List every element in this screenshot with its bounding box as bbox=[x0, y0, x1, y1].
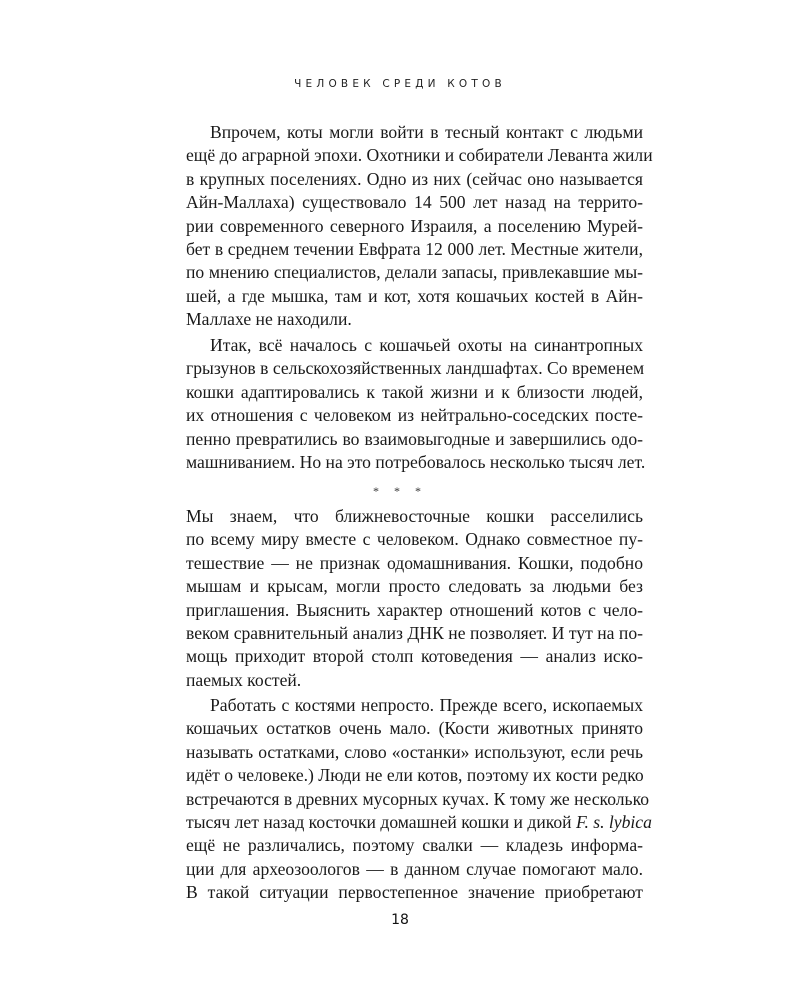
text-line: приглашения. Выяснить характер отношений котов с чело- bbox=[186, 599, 643, 620]
text-line: бет в среднем течении Евфрата 12 000 лет. Местные жители, bbox=[186, 238, 643, 259]
running-head: ЧЕЛОВЕК СРЕДИ КОТОВ bbox=[294, 78, 506, 90]
text-line: ции для археозоологов — в данном случае помогают мало. bbox=[186, 858, 643, 879]
italic-species-name: F. s. lybica bbox=[576, 811, 652, 832]
text-segment: тысяч лет назад косточки домашней кошки и дикой bbox=[186, 811, 576, 832]
text-line: идёт о человеке.) Люди не ели котов, поэтому их кости редко bbox=[186, 765, 644, 786]
text-line: в крупных поселениях. Одно из них (сейчас оно называется bbox=[186, 168, 643, 189]
text-line: ещё до аграрной эпохи. Охотники и собиратели Леванта жили bbox=[186, 145, 653, 166]
text-line: мощь приходит второй столп котоведения — анализ иско- bbox=[186, 646, 643, 667]
text-line: ещё не различались, поэтому свалки — кладезь информа- bbox=[186, 835, 643, 856]
text-line: Впрочем, коты могли войти в тесный контакт с людьми bbox=[210, 122, 643, 142]
text-line: грызунов в сельскохозяйственных ландшафтах. Со временем bbox=[186, 358, 645, 379]
text-line: кошачьих остатков очень мало. (Кости животных принято bbox=[186, 718, 643, 739]
text-line: встречаются в древних мусорных кучах. К тому же несколько bbox=[186, 788, 650, 809]
text-line: кошки адаптировались к такой жизни и к близости людей, bbox=[186, 381, 643, 402]
text-line: рии современного северного Израиля, а поселению Мурей- bbox=[186, 215, 643, 236]
text-line: веком сравнительный анализ ДНК не позволяет. И тут на по- bbox=[186, 622, 643, 643]
text-line: Работать с костями непросто. Прежде всего, ископаемых bbox=[210, 695, 643, 715]
text-line: Итак, всё началось с кошачьей охоты на синантропных bbox=[210, 335, 643, 355]
text-line: называть остатками, слово «останки» используют, если речь bbox=[186, 741, 643, 762]
text-line: паемых костей. bbox=[186, 669, 302, 690]
text-line: машниванием. Но на это потребовалось несколько тысяч лет. bbox=[186, 451, 646, 472]
page-number: 18 bbox=[391, 912, 409, 928]
paragraph bbox=[186, 334, 646, 474]
text-line bbox=[186, 811, 652, 834]
text-line: Маллахе не находили. bbox=[186, 309, 352, 330]
text-line: В такой ситуации первостепенное значение приобретают bbox=[186, 882, 643, 903]
text-line: пенно превратились во взаимовыгодные и завершились одо- bbox=[186, 428, 643, 449]
text-line: Айн-Маллаха) существовало 14 500 лет назад на террито- bbox=[186, 192, 643, 213]
text-line: мышам и крысам, могли просто следовать за людьми без bbox=[186, 576, 643, 597]
paragraph bbox=[186, 505, 643, 692]
text-line: Мы знаем, что ближневосточные кошки расселились bbox=[186, 506, 643, 526]
text-line: шей, а где мышка, там и кот, хотя кошачьих костей в Айн- bbox=[186, 285, 643, 306]
text-line: их отношения с человеком из нейтрально-соседских посте- bbox=[186, 405, 643, 426]
text-line: по мнению специалистов, делали запасы, привлекавшие мы- bbox=[186, 262, 643, 283]
paragraph bbox=[186, 121, 653, 332]
section-separator: * * * bbox=[373, 484, 427, 498]
paragraph bbox=[186, 694, 652, 905]
text-line: тешествие — не признак одомашнивания. Кошки, подобно bbox=[186, 552, 643, 573]
text-line: по всему миру вместе с человеком. Однако совместное пу- bbox=[186, 529, 643, 550]
